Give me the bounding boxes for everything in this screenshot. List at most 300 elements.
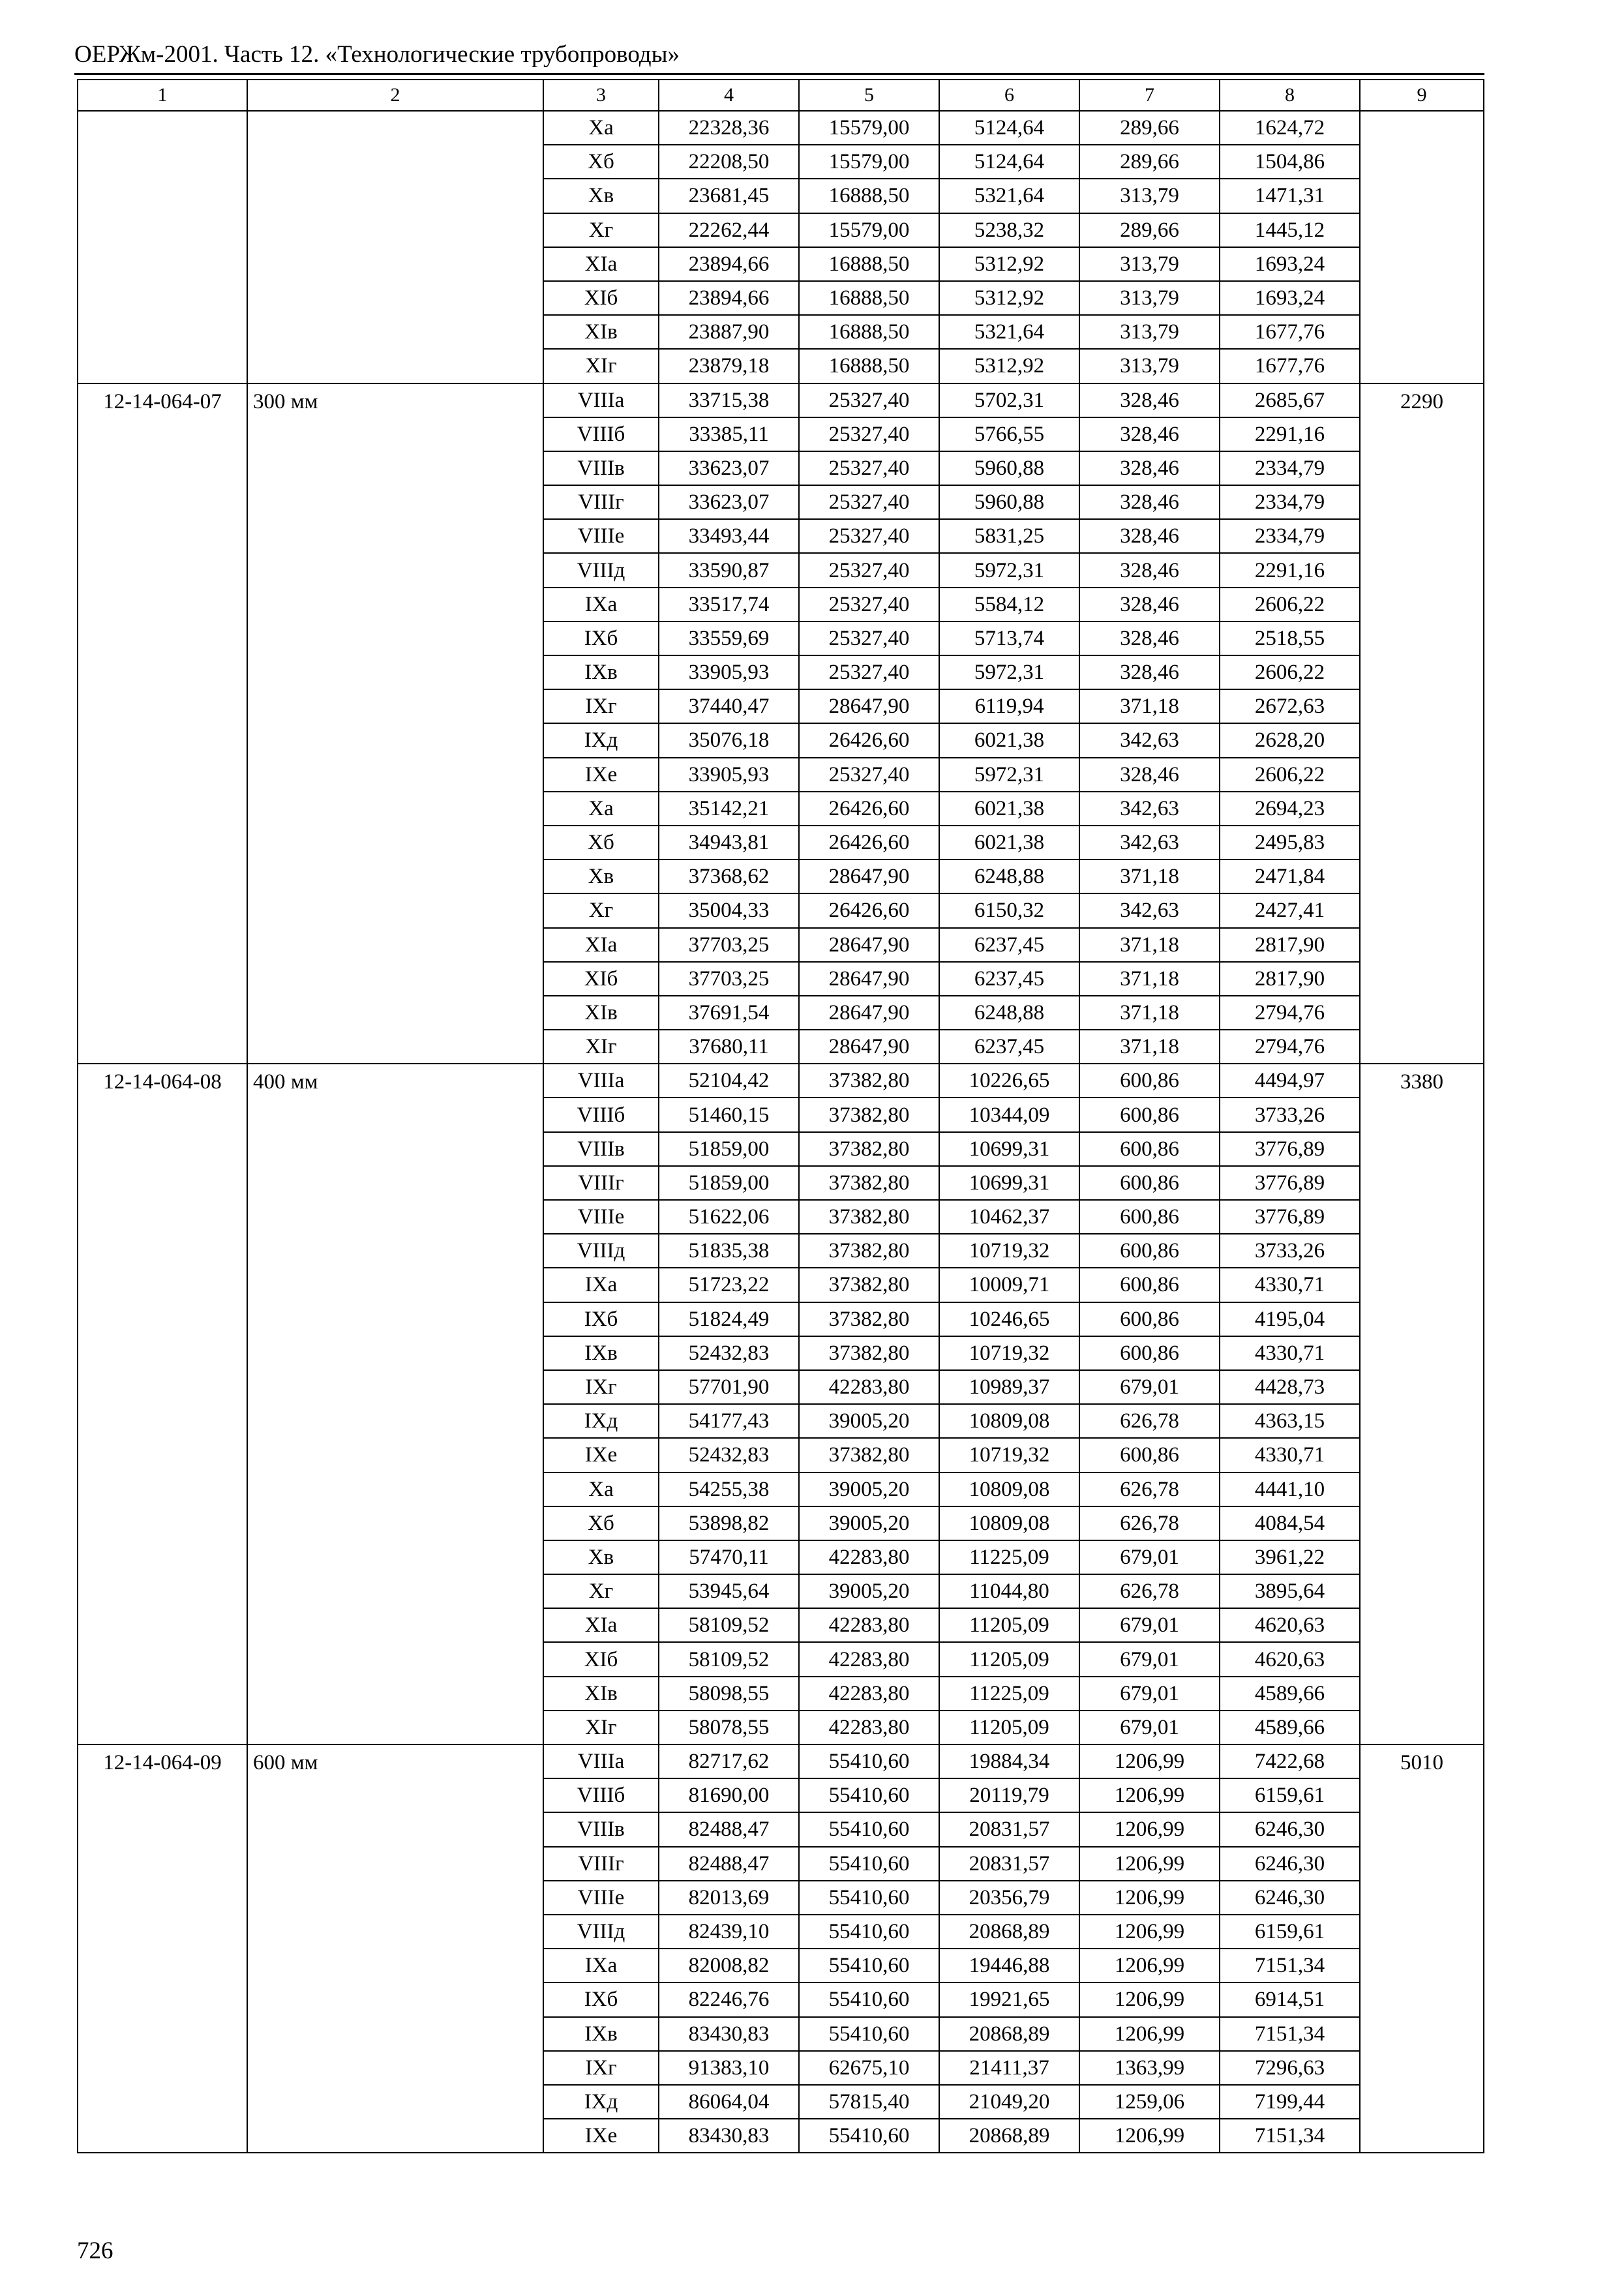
table-body <box>78 80 1484 2153</box>
value-cell: 2794,76 <box>1220 1030 1360 1064</box>
value-cell: 626,78 <box>1079 1404 1220 1438</box>
class-cell: XIб <box>543 962 659 996</box>
value-cell: 33493,44 <box>659 519 799 553</box>
value-cell: 1206,99 <box>1079 1812 1220 1846</box>
value-cell: 10719,32 <box>939 1438 1079 1472</box>
value-cell: 6159,61 <box>1220 1778 1360 1812</box>
value-cell: 10699,31 <box>939 1166 1079 1200</box>
value-cell: 4620,63 <box>1220 1642 1360 1676</box>
value-cell: 19921,65 <box>939 1982 1079 2016</box>
value-cell: 42283,80 <box>799 1711 939 1744</box>
value-cell: 20868,89 <box>939 1915 1079 1949</box>
value-cell: 23887,90 <box>659 315 799 349</box>
value-cell: 1624,72 <box>1220 111 1360 145</box>
value-cell: 5702,31 <box>939 383 1079 417</box>
item-code-cell <box>78 111 247 383</box>
value-cell: 52432,83 <box>659 1438 799 1472</box>
value-cell: 5321,64 <box>939 179 1079 213</box>
value-cell: 82008,82 <box>659 1949 799 1982</box>
value-cell: 600,86 <box>1079 1336 1220 1370</box>
column-number: 7 <box>1079 80 1220 111</box>
value-cell: 10989,37 <box>939 1370 1079 1404</box>
class-cell: Xг <box>543 213 659 247</box>
value-cell: 10809,08 <box>939 1473 1079 1506</box>
column-number: 2 <box>247 80 543 111</box>
value-cell: 28647,90 <box>799 860 939 893</box>
value-cell: 1445,12 <box>1220 213 1360 247</box>
value-cell: 3776,89 <box>1220 1132 1360 1166</box>
value-cell: 33623,07 <box>659 451 799 485</box>
class-cell: VIIIб <box>543 417 659 451</box>
value-cell: 16888,50 <box>799 247 939 281</box>
class-cell: IXд <box>543 2085 659 2119</box>
value-cell: 37382,80 <box>799 1166 939 1200</box>
value-cell: 55410,60 <box>799 1847 939 1881</box>
class-cell: Xб <box>543 1506 659 1540</box>
class-cell: IXг <box>543 1370 659 1404</box>
value-cell: 2672,63 <box>1220 689 1360 723</box>
value-cell: 10809,08 <box>939 1506 1079 1540</box>
value-cell: 5960,88 <box>939 485 1079 519</box>
class-cell: VIIIе <box>543 1200 659 1234</box>
class-cell: VIIIв <box>543 1812 659 1846</box>
value-cell: 1206,99 <box>1079 1744 1220 1778</box>
value-cell: 6150,32 <box>939 893 1079 927</box>
value-cell: 10809,08 <box>939 1404 1079 1438</box>
value-cell: 7151,34 <box>1220 2119 1360 2153</box>
class-cell: VIIIг <box>543 1166 659 1200</box>
value-cell: 58078,55 <box>659 1711 799 1744</box>
value-cell: 25327,40 <box>799 758 939 792</box>
value-cell: 42283,80 <box>799 1608 939 1642</box>
value-cell: 371,18 <box>1079 860 1220 893</box>
value-cell: 6237,45 <box>939 1030 1079 1064</box>
value-cell: 91383,10 <box>659 2051 799 2085</box>
value-cell: 7151,34 <box>1220 2017 1360 2051</box>
value-cell: 371,18 <box>1079 996 1220 1030</box>
value-cell: 679,01 <box>1079 1642 1220 1676</box>
value-cell: 600,86 <box>1079 1166 1220 1200</box>
value-cell: 342,63 <box>1079 826 1220 860</box>
class-cell: IXa <box>543 588 659 621</box>
value-cell: 35076,18 <box>659 723 799 757</box>
value-cell: 15579,00 <box>799 111 939 145</box>
table-row <box>78 1744 1484 1778</box>
class-cell: Xa <box>543 792 659 826</box>
class-cell: IXг <box>543 689 659 723</box>
value-cell: 2427,41 <box>1220 893 1360 927</box>
value-cell: 1693,24 <box>1220 247 1360 281</box>
value-cell: 28647,90 <box>799 1030 939 1064</box>
value-cell: 19446,88 <box>939 1949 1079 1982</box>
value-cell: 37382,80 <box>799 1132 939 1166</box>
value-cell: 23681,45 <box>659 179 799 213</box>
class-cell: IXв <box>543 1336 659 1370</box>
class-cell: Xa <box>543 1473 659 1506</box>
value-cell: 25327,40 <box>799 655 939 689</box>
class-cell: VIIIд <box>543 1915 659 1949</box>
value-cell: 55410,60 <box>799 1778 939 1812</box>
value-cell: 35142,21 <box>659 792 799 826</box>
value-cell: 1206,99 <box>1079 1881 1220 1915</box>
class-cell: XIг <box>543 349 659 383</box>
value-cell: 19884,34 <box>939 1744 1079 1778</box>
value-cell: 39005,20 <box>799 1404 939 1438</box>
value-cell: 11225,09 <box>939 1677 1079 1711</box>
value-cell: 55410,60 <box>799 1881 939 1915</box>
header-divider <box>74 73 1484 75</box>
value-cell: 5766,55 <box>939 417 1079 451</box>
value-cell: 328,46 <box>1079 758 1220 792</box>
value-cell: 1206,99 <box>1079 2017 1220 2051</box>
value-cell: 10246,65 <box>939 1302 1079 1336</box>
class-cell: Xв <box>543 860 659 893</box>
value-cell: 2334,79 <box>1220 485 1360 519</box>
value-cell: 2291,16 <box>1220 417 1360 451</box>
value-cell: 37382,80 <box>799 1098 939 1131</box>
value-cell: 313,79 <box>1079 247 1220 281</box>
value-cell: 42283,80 <box>799 1642 939 1676</box>
value-cell: 371,18 <box>1079 928 1220 962</box>
value-cell: 5713,74 <box>939 621 1079 655</box>
value-cell: 313,79 <box>1079 281 1220 315</box>
value-cell: 4589,66 <box>1220 1711 1360 1744</box>
value-cell: 626,78 <box>1079 1574 1220 1608</box>
class-cell: VIIIг <box>543 1847 659 1881</box>
value-cell: 4589,66 <box>1220 1677 1360 1711</box>
value-cell: 1677,76 <box>1220 315 1360 349</box>
value-cell: 7199,44 <box>1220 2085 1360 2119</box>
value-cell: 55410,60 <box>799 1982 939 2016</box>
class-cell: XIa <box>543 928 659 962</box>
value-cell: 37703,25 <box>659 962 799 996</box>
value-cell: 11205,09 <box>939 1642 1079 1676</box>
value-cell: 2685,67 <box>1220 383 1360 417</box>
value-cell: 25327,40 <box>799 553 939 587</box>
value-cell: 5124,64 <box>939 145 1079 179</box>
value-cell: 86064,04 <box>659 2085 799 2119</box>
value-cell: 4330,71 <box>1220 1438 1360 1472</box>
column-number: 3 <box>543 80 659 111</box>
value-cell: 679,01 <box>1079 1608 1220 1642</box>
value-cell: 1677,76 <box>1220 349 1360 383</box>
class-cell: VIIIг <box>543 485 659 519</box>
value-cell: 25327,40 <box>799 451 939 485</box>
value-cell: 25327,40 <box>799 519 939 553</box>
value-cell: 37382,80 <box>799 1064 939 1098</box>
value-cell: 10719,32 <box>939 1336 1079 1370</box>
table-row <box>78 383 1484 417</box>
value-cell: 82013,69 <box>659 1881 799 1915</box>
value-cell: 25327,40 <box>799 383 939 417</box>
value-cell: 37382,80 <box>799 1438 939 1472</box>
value-cell: 26426,60 <box>799 893 939 927</box>
class-cell: VIIIб <box>543 1778 659 1812</box>
value-cell: 2794,76 <box>1220 996 1360 1030</box>
value-cell: 600,86 <box>1079 1438 1220 1472</box>
column-number: 5 <box>799 80 939 111</box>
column-9-cell <box>1360 111 1484 383</box>
value-cell: 51723,22 <box>659 1268 799 1302</box>
value-cell: 51835,38 <box>659 1234 799 1268</box>
value-cell: 51460,15 <box>659 1098 799 1131</box>
value-cell: 16888,50 <box>799 179 939 213</box>
value-cell: 328,46 <box>1079 588 1220 621</box>
column-number: 9 <box>1360 80 1484 111</box>
value-cell: 25327,40 <box>799 417 939 451</box>
class-cell: XIв <box>543 1677 659 1711</box>
value-cell: 42283,80 <box>799 1540 939 1574</box>
class-cell: VIIIa <box>543 1744 659 1778</box>
value-cell: 28647,90 <box>799 689 939 723</box>
value-cell: 62675,10 <box>799 2051 939 2085</box>
class-cell: Xб <box>543 826 659 860</box>
value-cell: 37440,47 <box>659 689 799 723</box>
value-cell: 3733,26 <box>1220 1234 1360 1268</box>
value-cell: 1206,99 <box>1079 1915 1220 1949</box>
class-cell: Xв <box>543 179 659 213</box>
class-cell: XIa <box>543 1608 659 1642</box>
value-cell: 39005,20 <box>799 1574 939 1608</box>
value-cell: 2606,22 <box>1220 655 1360 689</box>
value-cell: 20831,57 <box>939 1812 1079 1846</box>
value-cell: 10462,37 <box>939 1200 1079 1234</box>
value-cell: 328,46 <box>1079 519 1220 553</box>
value-cell: 6248,88 <box>939 860 1079 893</box>
value-cell: 10719,32 <box>939 1234 1079 1268</box>
class-cell: IXе <box>543 2119 659 2153</box>
class-cell: VIIIб <box>543 1098 659 1131</box>
value-cell: 313,79 <box>1079 315 1220 349</box>
value-cell: 600,86 <box>1079 1234 1220 1268</box>
class-cell: XIв <box>543 315 659 349</box>
value-cell: 2817,90 <box>1220 928 1360 962</box>
value-cell: 342,63 <box>1079 893 1220 927</box>
column-number: 6 <box>939 80 1079 111</box>
value-cell: 600,86 <box>1079 1064 1220 1098</box>
value-cell: 11205,09 <box>939 1711 1079 1744</box>
value-cell: 5312,92 <box>939 247 1079 281</box>
column-9-cell: 3380 <box>1360 1064 1484 1744</box>
value-cell: 4084,54 <box>1220 1506 1360 1540</box>
column-number: 4 <box>659 80 799 111</box>
class-cell: XIв <box>543 996 659 1030</box>
value-cell: 6246,30 <box>1220 1847 1360 1881</box>
class-cell: Xб <box>543 145 659 179</box>
value-cell: 6021,38 <box>939 826 1079 860</box>
value-cell: 33715,38 <box>659 383 799 417</box>
class-cell: VIIIе <box>543 519 659 553</box>
class-cell: VIIIд <box>543 1234 659 1268</box>
value-cell: 37680,11 <box>659 1030 799 1064</box>
value-cell: 3733,26 <box>1220 1098 1360 1131</box>
class-cell: IXa <box>543 1268 659 1302</box>
value-cell: 37382,80 <box>799 1268 939 1302</box>
value-cell: 4330,71 <box>1220 1268 1360 1302</box>
value-cell: 2518,55 <box>1220 621 1360 655</box>
value-cell: 4428,73 <box>1220 1370 1360 1404</box>
value-cell: 16888,50 <box>799 281 939 315</box>
value-cell: 2334,79 <box>1220 451 1360 485</box>
value-cell: 37368,62 <box>659 860 799 893</box>
value-cell: 33385,11 <box>659 417 799 451</box>
value-cell: 42283,80 <box>799 1677 939 1711</box>
value-cell: 6021,38 <box>939 723 1079 757</box>
value-cell: 25327,40 <box>799 485 939 519</box>
value-cell: 83430,83 <box>659 2017 799 2051</box>
value-cell: 7296,63 <box>1220 2051 1360 2085</box>
value-cell: 37382,80 <box>799 1234 939 1268</box>
value-cell: 328,46 <box>1079 485 1220 519</box>
value-cell: 37382,80 <box>799 1336 939 1370</box>
value-cell: 22262,44 <box>659 213 799 247</box>
value-cell: 33623,07 <box>659 485 799 519</box>
value-cell: 7151,34 <box>1220 1949 1360 1982</box>
value-cell: 328,46 <box>1079 383 1220 417</box>
value-cell: 26426,60 <box>799 826 939 860</box>
value-cell: 55410,60 <box>799 2017 939 2051</box>
value-cell: 37382,80 <box>799 1200 939 1234</box>
value-cell: 37382,80 <box>799 1302 939 1336</box>
value-cell: 342,63 <box>1079 723 1220 757</box>
class-cell: Xг <box>543 1574 659 1608</box>
price-table-container <box>77 79 1484 2153</box>
value-cell: 28647,90 <box>799 996 939 1030</box>
value-cell: 2291,16 <box>1220 553 1360 587</box>
class-cell: XIa <box>543 247 659 281</box>
class-cell: IXд <box>543 723 659 757</box>
value-cell: 2606,22 <box>1220 758 1360 792</box>
table-row <box>78 111 1484 145</box>
value-cell: 57701,90 <box>659 1370 799 1404</box>
value-cell: 10009,71 <box>939 1268 1079 1302</box>
value-cell: 55410,60 <box>799 1949 939 1982</box>
value-cell: 371,18 <box>1079 1030 1220 1064</box>
value-cell: 679,01 <box>1079 1711 1220 1744</box>
value-cell: 2606,22 <box>1220 588 1360 621</box>
value-cell: 33905,93 <box>659 758 799 792</box>
value-cell: 4195,04 <box>1220 1302 1360 1336</box>
value-cell: 21411,37 <box>939 2051 1079 2085</box>
value-cell: 600,86 <box>1079 1302 1220 1336</box>
value-cell: 53945,64 <box>659 1574 799 1608</box>
value-cell: 16888,50 <box>799 349 939 383</box>
value-cell: 37703,25 <box>659 928 799 962</box>
value-cell: 600,86 <box>1079 1200 1220 1234</box>
value-cell: 26426,60 <box>799 792 939 826</box>
value-cell: 6248,88 <box>939 996 1079 1030</box>
value-cell: 3776,89 <box>1220 1200 1360 1234</box>
value-cell: 22328,36 <box>659 111 799 145</box>
class-cell: IXв <box>543 2017 659 2051</box>
class-cell: IXе <box>543 758 659 792</box>
value-cell: 289,66 <box>1079 145 1220 179</box>
value-cell: 600,86 <box>1079 1268 1220 1302</box>
value-cell: 28647,90 <box>799 928 939 962</box>
value-cell: 2495,83 <box>1220 826 1360 860</box>
value-cell: 328,46 <box>1079 451 1220 485</box>
class-cell: Xa <box>543 111 659 145</box>
value-cell: 7422,68 <box>1220 1744 1360 1778</box>
value-cell: 2694,23 <box>1220 792 1360 826</box>
value-cell: 2471,84 <box>1220 860 1360 893</box>
value-cell: 328,46 <box>1079 417 1220 451</box>
value-cell: 58098,55 <box>659 1677 799 1711</box>
value-cell: 2334,79 <box>1220 519 1360 553</box>
value-cell: 626,78 <box>1079 1506 1220 1540</box>
value-cell: 55410,60 <box>799 1812 939 1846</box>
value-cell: 6159,61 <box>1220 1915 1360 1949</box>
class-cell: VIIIa <box>543 1064 659 1098</box>
value-cell: 58109,52 <box>659 1642 799 1676</box>
value-cell: 11205,09 <box>939 1608 1079 1642</box>
class-cell: XIб <box>543 1642 659 1676</box>
column-number-row <box>78 80 1484 111</box>
value-cell: 22208,50 <box>659 145 799 179</box>
value-cell: 6021,38 <box>939 792 1079 826</box>
value-cell: 3776,89 <box>1220 1166 1360 1200</box>
value-cell: 39005,20 <box>799 1473 939 1506</box>
value-cell: 83430,83 <box>659 2119 799 2153</box>
class-cell: VIIIa <box>543 383 659 417</box>
value-cell: 54177,43 <box>659 1404 799 1438</box>
value-cell: 328,46 <box>1079 621 1220 655</box>
page-title: ОЕРЖм-2001. Часть 12. «Технологические трубопроводы» <box>74 41 680 68</box>
value-cell: 371,18 <box>1079 689 1220 723</box>
value-cell: 6237,45 <box>939 962 1079 996</box>
class-cell: VIIIв <box>543 1132 659 1166</box>
value-cell: 5312,92 <box>939 281 1079 315</box>
value-cell: 15579,00 <box>799 145 939 179</box>
value-cell: 1363,99 <box>1079 2051 1220 2085</box>
value-cell: 11044,80 <box>939 1574 1079 1608</box>
value-cell: 679,01 <box>1079 1677 1220 1711</box>
class-cell: IXa <box>543 1949 659 1982</box>
value-cell: 2628,20 <box>1220 723 1360 757</box>
value-cell: 20356,79 <box>939 1881 1079 1915</box>
price-table <box>77 79 1484 2153</box>
value-cell: 1206,99 <box>1079 1847 1220 1881</box>
value-cell: 4330,71 <box>1220 1336 1360 1370</box>
value-cell: 10699,31 <box>939 1132 1079 1166</box>
value-cell: 679,01 <box>1079 1370 1220 1404</box>
value-cell: 55410,60 <box>799 1744 939 1778</box>
table-row <box>78 1064 1484 1098</box>
value-cell: 1206,99 <box>1079 1982 1220 2016</box>
value-cell: 57470,11 <box>659 1540 799 1574</box>
value-cell: 5972,31 <box>939 655 1079 689</box>
item-code-cell: 12-14-064-08 <box>78 1064 247 1744</box>
value-cell: 4363,15 <box>1220 1404 1360 1438</box>
value-cell: 626,78 <box>1079 1473 1220 1506</box>
column-number: 1 <box>78 80 247 111</box>
value-cell: 42283,80 <box>799 1370 939 1404</box>
item-code-cell: 12-14-064-09 <box>78 1744 247 2153</box>
item-code-cell: 12-14-064-07 <box>78 383 247 1064</box>
class-cell: IXд <box>543 1404 659 1438</box>
value-cell: 1693,24 <box>1220 281 1360 315</box>
value-cell: 35004,33 <box>659 893 799 927</box>
class-cell: IXе <box>543 1438 659 1472</box>
item-name-cell: 600 мм <box>247 1744 543 2153</box>
value-cell: 4620,63 <box>1220 1608 1360 1642</box>
value-cell: 1504,86 <box>1220 145 1360 179</box>
value-cell: 600,86 <box>1079 1098 1220 1131</box>
class-cell: VIIIв <box>543 451 659 485</box>
value-cell: 82246,76 <box>659 1982 799 2016</box>
value-cell: 23879,18 <box>659 349 799 383</box>
item-name-cell: 300 мм <box>247 383 543 1064</box>
